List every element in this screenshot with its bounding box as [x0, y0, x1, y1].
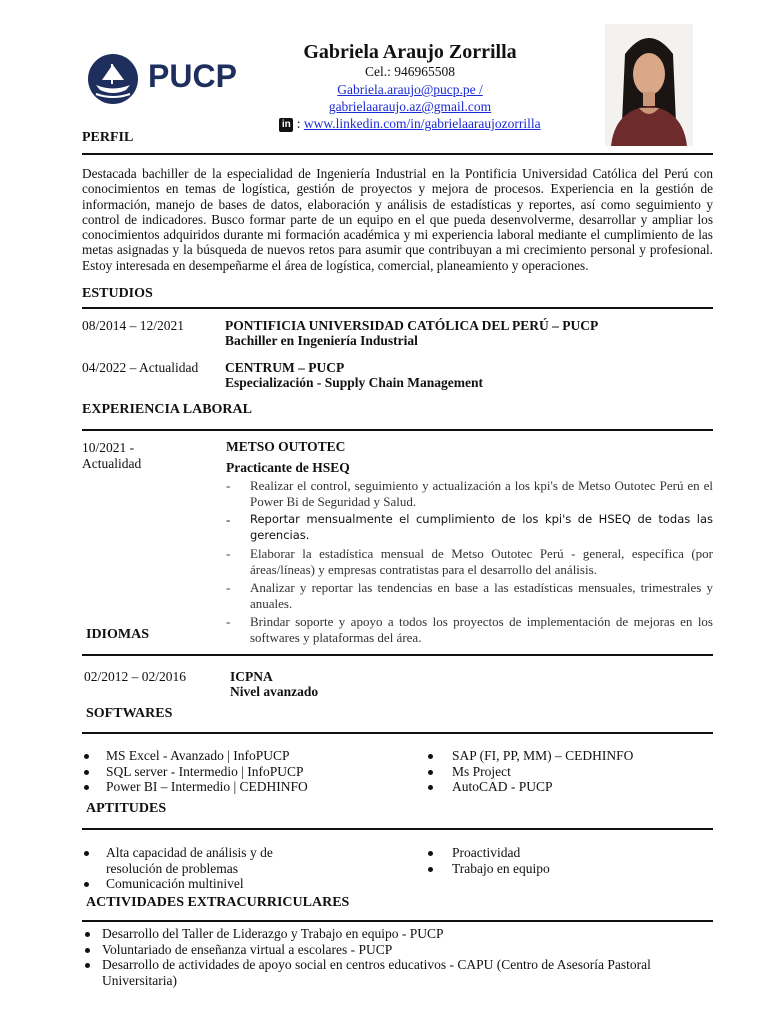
- linkedin-icon: in: [279, 118, 293, 132]
- study-dates: 08/2014 – 12/2021: [82, 318, 185, 333]
- profile-photo: [605, 24, 693, 146]
- list-item: Trabajo en equipo: [428, 861, 713, 877]
- list-item: Alta capacidad de análisis y de: [82, 845, 402, 861]
- aptitudes-list-left: [82, 845, 402, 892]
- list-item: Ms Project: [428, 764, 713, 780]
- linkedin-row: [250, 116, 570, 132]
- section-title-perfil: PERFIL: [82, 130, 134, 145]
- section-rule: [82, 429, 713, 431]
- study-institution: PONTIFICIA UNIVERSIDAD CATÓLICA DEL PERÚ – PUCP: [225, 318, 599, 333]
- email-link-2[interactable]: gabrielaaraujo.az@gmail.com: [328, 99, 492, 114]
- pucp-seal-icon: [86, 52, 142, 108]
- software-list-right: [428, 748, 713, 795]
- study-degree: Especialización - Supply Chain Management: [225, 375, 484, 390]
- section-rule: [82, 828, 713, 830]
- list-item: SQL server - Intermedio | InfoPUCP: [82, 764, 402, 780]
- section-title-idiomas: IDIOMAS: [86, 627, 150, 642]
- job-company: METSO OUTOTEC: [226, 439, 346, 454]
- list-item: MS Excel - Avanzado | InfoPUCP: [82, 748, 402, 764]
- linkedin-link[interactable]: www.linkedin.com/in/gabrielaaraujozorrilla: [303, 116, 541, 131]
- list-item: - Elaborar la estadística mensual de Metso Outotec Perú - general, específica (por áreas/líneas) y empresas contratistas para el desarrollo del análisis.: [226, 546, 713, 577]
- section-title-extracurriculares: ACTIVIDADES EXTRACURRICULARES: [86, 895, 350, 910]
- section-rule: [82, 153, 713, 155]
- extracurricular-list: [82, 926, 713, 988]
- list-item: Proactividad: [428, 845, 713, 861]
- portrait-image: [605, 24, 693, 146]
- list-item: - Analizar y reportar las tendencias en base a las estadísticas mensuales, trimestrales y anuales.: [226, 580, 713, 611]
- section-title-experiencia: EXPERIENCIA LABORAL: [82, 402, 252, 417]
- section-rule: [82, 307, 713, 309]
- section-rule: [82, 654, 713, 656]
- language-institution: ICPNA: [230, 669, 273, 684]
- software-list-left: [82, 748, 402, 795]
- study-degree: Bachiller en Ingeniería Industrial: [225, 333, 418, 348]
- logo-text: PUCP: [148, 58, 237, 94]
- job-dates-end: Actualidad: [82, 456, 142, 471]
- aptitudes-list-right: [428, 845, 713, 876]
- section-title-estudios: ESTUDIOS: [82, 286, 153, 301]
- job-bullets: [226, 478, 713, 645]
- list-item: Power BI – Intermedio | CEDHINFO: [82, 779, 402, 795]
- linkedin-separator: :: [296, 116, 301, 131]
- phone: Cel.: 946965508: [365, 64, 455, 79]
- section-rule: [82, 920, 713, 922]
- section-title-aptitudes: APTITUDES: [86, 801, 167, 816]
- list-item-continuation: resolución de problemas: [106, 860, 238, 876]
- language-level: Nivel avanzado: [230, 684, 319, 699]
- list-item: - Reportar mensualmente el cumplimiento de los kpi's de HSEQ de todas las gerencias.: [226, 512, 713, 542]
- profile-text: Destacada bachiller de la especialidad de Ingeniería Industrial en la Pontificia Universidad Católica del Perú con conocimientos en temas de logística, gestión de proyectos y mejora de procesos. Experiencia en la gestión de información, manejo de bases de datos, elaboración y análisis de estadísticas y reportes, así como seguimiento y control de indicadores. Busco formar parte de un equipo en el que pueda desenvolverme, desarrollar y ampliar los conocimientos adquiridos durante mi formación académica y mi experiencia laboral mediante el cumplimiento de las metas asignadas y la búsqueda de nuevos retos para asumir que contribuyan a mi crecimiento personal y profesional. Estoy interesada en desempeñarme el área de logística, comercial, planeamiento y operaciones.: [82, 166, 713, 273]
- language-dates: 02/2012 – 02/2016: [84, 669, 187, 684]
- list-item: Desarrollo del Taller de Liderazgo y Trabajo en equipo - PUCP: [82, 926, 713, 942]
- candidate-name: Gabriela Araujo Zorrilla: [303, 41, 517, 63]
- email-link-1[interactable]: Gabriela.araujo@pucp.pe /: [337, 82, 483, 97]
- list-item: Desarrollo de actividades de apoyo social en centros educativos - CAPU (Centro de Asesoría Pastoral Universitaria): [82, 957, 713, 988]
- pucp-logo: [86, 52, 246, 104]
- job-dates: 10/2021 -: [82, 440, 135, 455]
- list-item: Comunicación multinivel: [82, 876, 402, 892]
- section-title-softwares: SOFTWARES: [86, 706, 173, 721]
- list-item: SAP (FI, PP, MM) – CEDHINFO: [428, 748, 713, 764]
- list-item: - Brindar soporte y apoyo a todos los proyectos de implementación de mejoras en los softwares y plataformas del área.: [226, 614, 713, 645]
- section-rule: [82, 732, 713, 734]
- study-institution: CENTRUM – PUCP: [225, 360, 345, 375]
- study-dates: 04/2022 – Actualidad: [82, 360, 199, 375]
- list-item: AutoCAD - PUCP: [428, 779, 713, 795]
- list-item: - Realizar el control, seguimiento y actualización a los kpi's de Metso Outotec Perú en el Power Bi de Seguridad y Salud.: [226, 478, 713, 509]
- job-role: Practicante de HSEQ: [226, 460, 350, 475]
- list-item: Voluntariado de enseñanza virtual a escolares - PUCP: [82, 942, 713, 958]
